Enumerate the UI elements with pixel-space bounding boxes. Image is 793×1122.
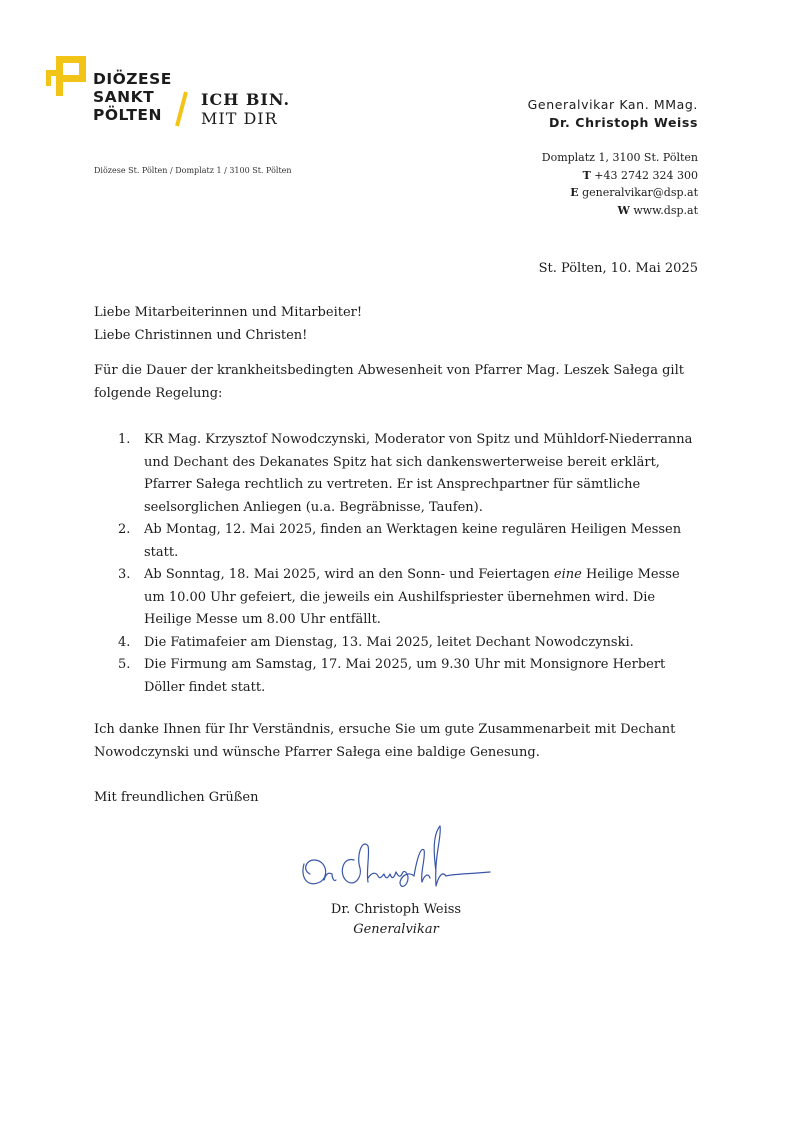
logo-slash-icon (174, 91, 190, 127)
contact-address: Domplatz 1, 3100 St. Pölten (541, 151, 698, 164)
logo-line-3: PÖLTEN (93, 106, 162, 124)
web-label: W (617, 203, 630, 217)
list-item (118, 564, 698, 632)
signature-block (296, 900, 496, 940)
letter-date: St. Pölten, 10. Mai 2025 (538, 261, 698, 276)
intro-paragraph: Für die Dauer der krankheitsbedingten Abwesenheit von Pfarrer Mag. Leszek Sałega gilt folgende Regelung: (94, 363, 684, 401)
logo-line-1: DIÖZESE (93, 70, 172, 88)
list-number: 3. (118, 567, 131, 582)
list-number: 5. (118, 657, 131, 672)
list-item (118, 519, 698, 564)
regards-line: Mit freundlichen Grüßen (94, 790, 259, 805)
list-text: Ab Montag, 12. Mai 2025, finden an Werktagen keine regulären Heiligen Messen statt. (144, 522, 682, 560)
list-text: Die Firmung am Samstag, 17. Mai 2025, um 9.30 Uhr mit Monsignore Herbert Döller findet statt. (144, 657, 666, 695)
contact-phone (542, 167, 698, 185)
list-number: 1. (118, 432, 131, 447)
contact-block (542, 149, 698, 219)
tagline-line-2: MIT DIR (201, 109, 278, 128)
closing-paragraph: Ich danke Ihnen für Ihr Verständnis, ersuche Sie um gute Zusammenarbeit mit Dechant Nowodczynski und wünsche Pfarrer Sałega eine baldige Genesung. (94, 722, 676, 760)
signatory-name: Dr. Christoph Weiss (330, 902, 462, 917)
list-item (118, 632, 698, 655)
signatory-role: Generalvikar (353, 922, 439, 937)
list-number: 4. (118, 634, 131, 650)
list-text: Die Fatimafeier am Dienstag, 13. Mai 2025, leitet Dechant Nowodczynski. (144, 634, 634, 650)
list-item (118, 429, 698, 519)
tagline (201, 90, 290, 128)
list-text-emphasis: eine (553, 567, 582, 582)
vicar-title-line-2: Dr. Christoph Weiss (549, 115, 698, 130)
email-value[interactable]: generalvikar@dsp.at (582, 186, 698, 199)
phone-value: +43 2742 324 300 (594, 168, 698, 182)
logo-line-2: SANKT (93, 88, 155, 106)
list-text-after: Heilige Messe um 10.00 Uhr gefeiert, die jeweils ein Aushilfspriester übernehmen wird. Die Heilige Messe um 8.00 Uhr entfällt. (144, 567, 680, 627)
phone-label: T (582, 168, 591, 182)
diocese-logo-icon (46, 56, 86, 96)
list-text: KR Mag. Krzysztof Nowodczynski, Moderator von Spitz und Mühldorf-Niederranna und Dechant des Dekanates Spitz hat sich dankenswerterweise bereit erklärt, Pfarrer Sałega rechtlich zu vertreten. Er ist Ansprechpartner für sämtliche seelsorglichen Anliegen (u.a. Begräbnisse, Taufen). (144, 432, 693, 515)
regulation-list (118, 429, 698, 699)
diocese-logo-text (93, 70, 172, 124)
email-label: E (570, 186, 579, 199)
contact-email (542, 184, 698, 202)
web-value[interactable]: www.dsp.at (633, 203, 698, 217)
list-number: 2. (118, 522, 131, 537)
greeting-line-1: Liebe Mitarbeiterinnen und Mitarbeiter! (94, 305, 363, 320)
greeting-line-2: Liebe Christinnen und Christen! (94, 327, 308, 343)
handwritten-signature (296, 816, 496, 896)
vicar-title-line-1: Generalvikar Kan. MMag. (527, 97, 698, 112)
contact-web (542, 202, 698, 220)
sender-line: Diözese St. Pölten / Domplatz 1 / 3100 St. Pölten (94, 166, 292, 175)
list-item (118, 654, 698, 699)
list-text-before: Ab Sonntag, 18. Mai 2025, wird an den Sonn- und Feiertagen (144, 567, 554, 582)
greeting (94, 302, 698, 347)
tagline-line-1: ICH BIN. (201, 90, 291, 109)
vicar-title (528, 96, 698, 132)
